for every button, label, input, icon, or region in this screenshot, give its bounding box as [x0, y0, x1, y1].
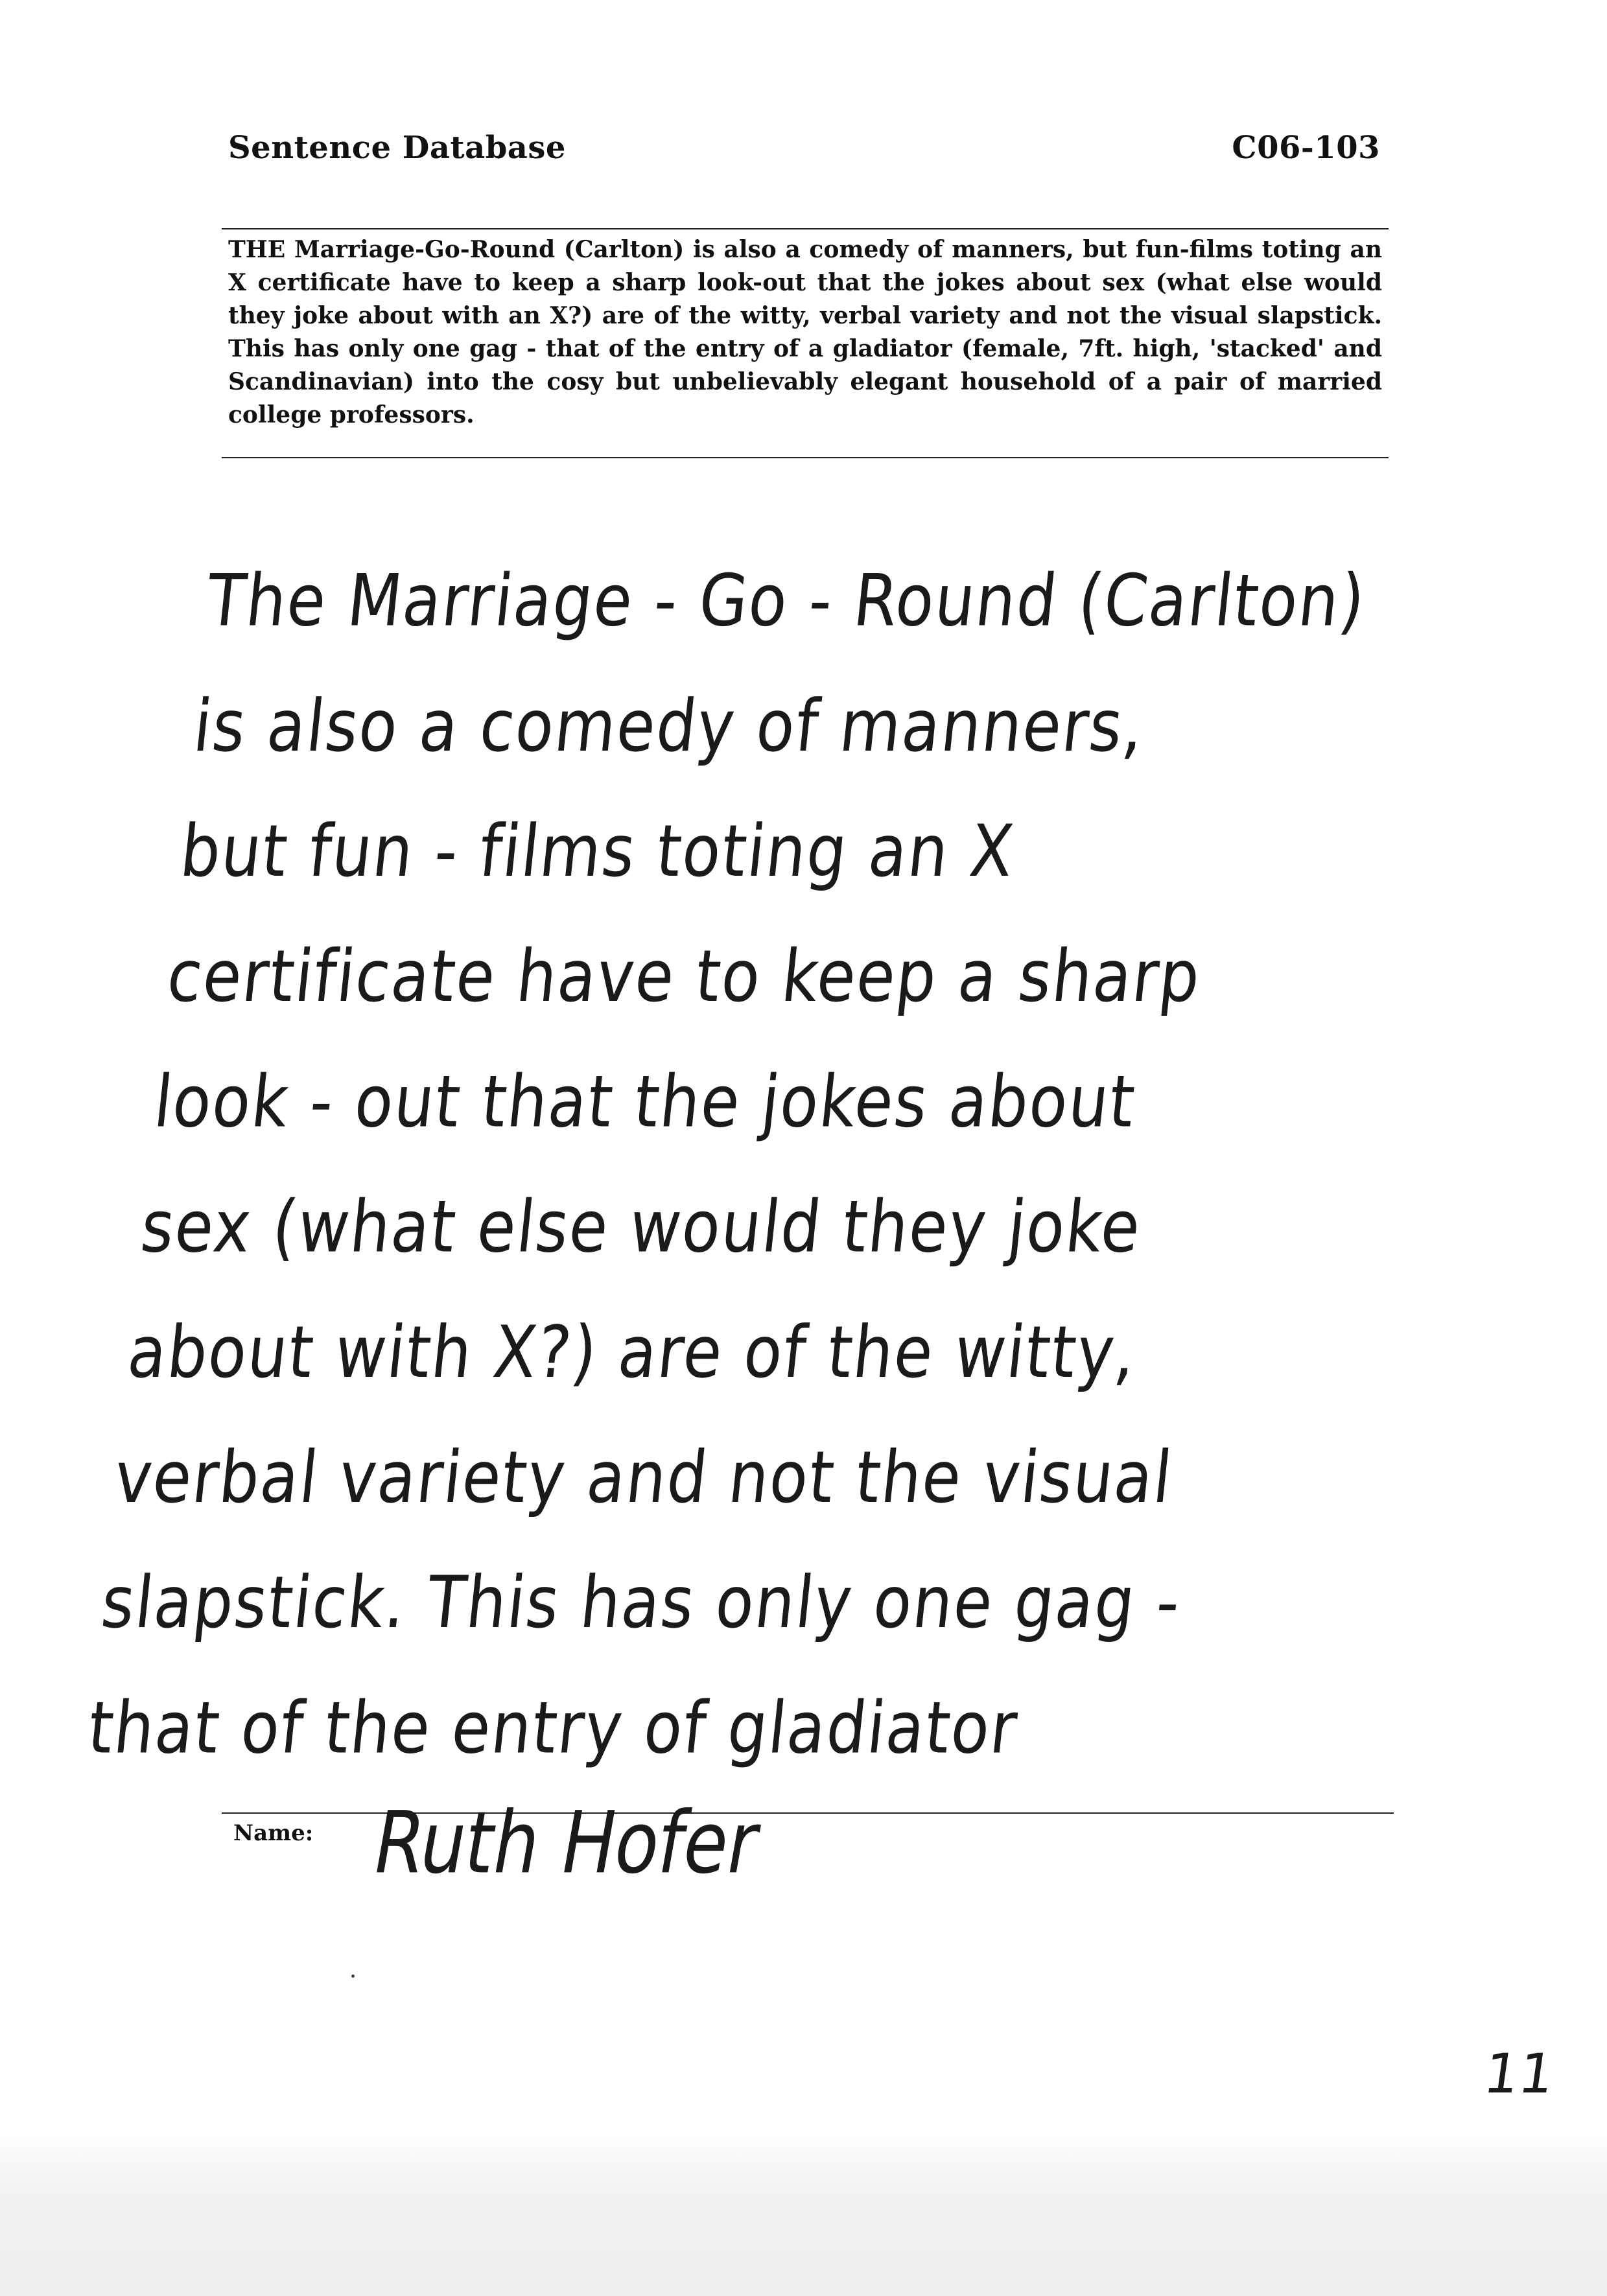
ink-speck — [351, 1974, 355, 1978]
handwritten-line: but fun - films toting an X — [176, 809, 1019, 893]
handwritten-line: sex (what else would they joke — [137, 1185, 1145, 1269]
printed-sentence-text: THE Marriage-Go-Round (Carlton) is also a comedy of manners, but fun-films toting an X certificate have to keep a sharp look-out that the jokes about sex (what else would they joke about with an X?) are of the witty, verbal variety and not the visual slapstick. This has only one gag - that of the entry of a gladiator (female, 7ft. high, 'stacked' and Scandinavian) into the cosy but unbelievably elegant household of a pair of married college professors. — [228, 236, 1382, 428]
handwritten-text-block — [82, 538, 1484, 1790]
page-title: Sentence Database — [228, 130, 566, 166]
scan-shadow — [0, 2133, 1607, 2296]
handwritten-line: verbal variety and not the visual — [110, 1435, 1177, 1519]
handwritten-line: look - out that the jokes about — [150, 1060, 1140, 1143]
middle-divider — [222, 457, 1389, 458]
handwritten-line: is also a comedy of manners, — [189, 684, 1149, 768]
handwritten-line: that of the entry of gladiator — [84, 1686, 1022, 1770]
page-number: 11 — [1480, 2042, 1558, 2105]
handwritten-line: The Marriage - Go - Round (Carlton) — [203, 559, 1370, 642]
handwritten-line: slapstick. This has only one gag - — [97, 1560, 1185, 1645]
form-id: C06-103 — [1232, 130, 1380, 166]
name-label: Name: — [233, 1820, 314, 1846]
signature: Ruth Hofer — [366, 1793, 767, 1893]
handwritten-line: about with X?) are of the witty, — [124, 1310, 1141, 1394]
handwritten-line: certificate have to keep a sharp — [163, 934, 1205, 1018]
top-divider — [222, 228, 1389, 229]
